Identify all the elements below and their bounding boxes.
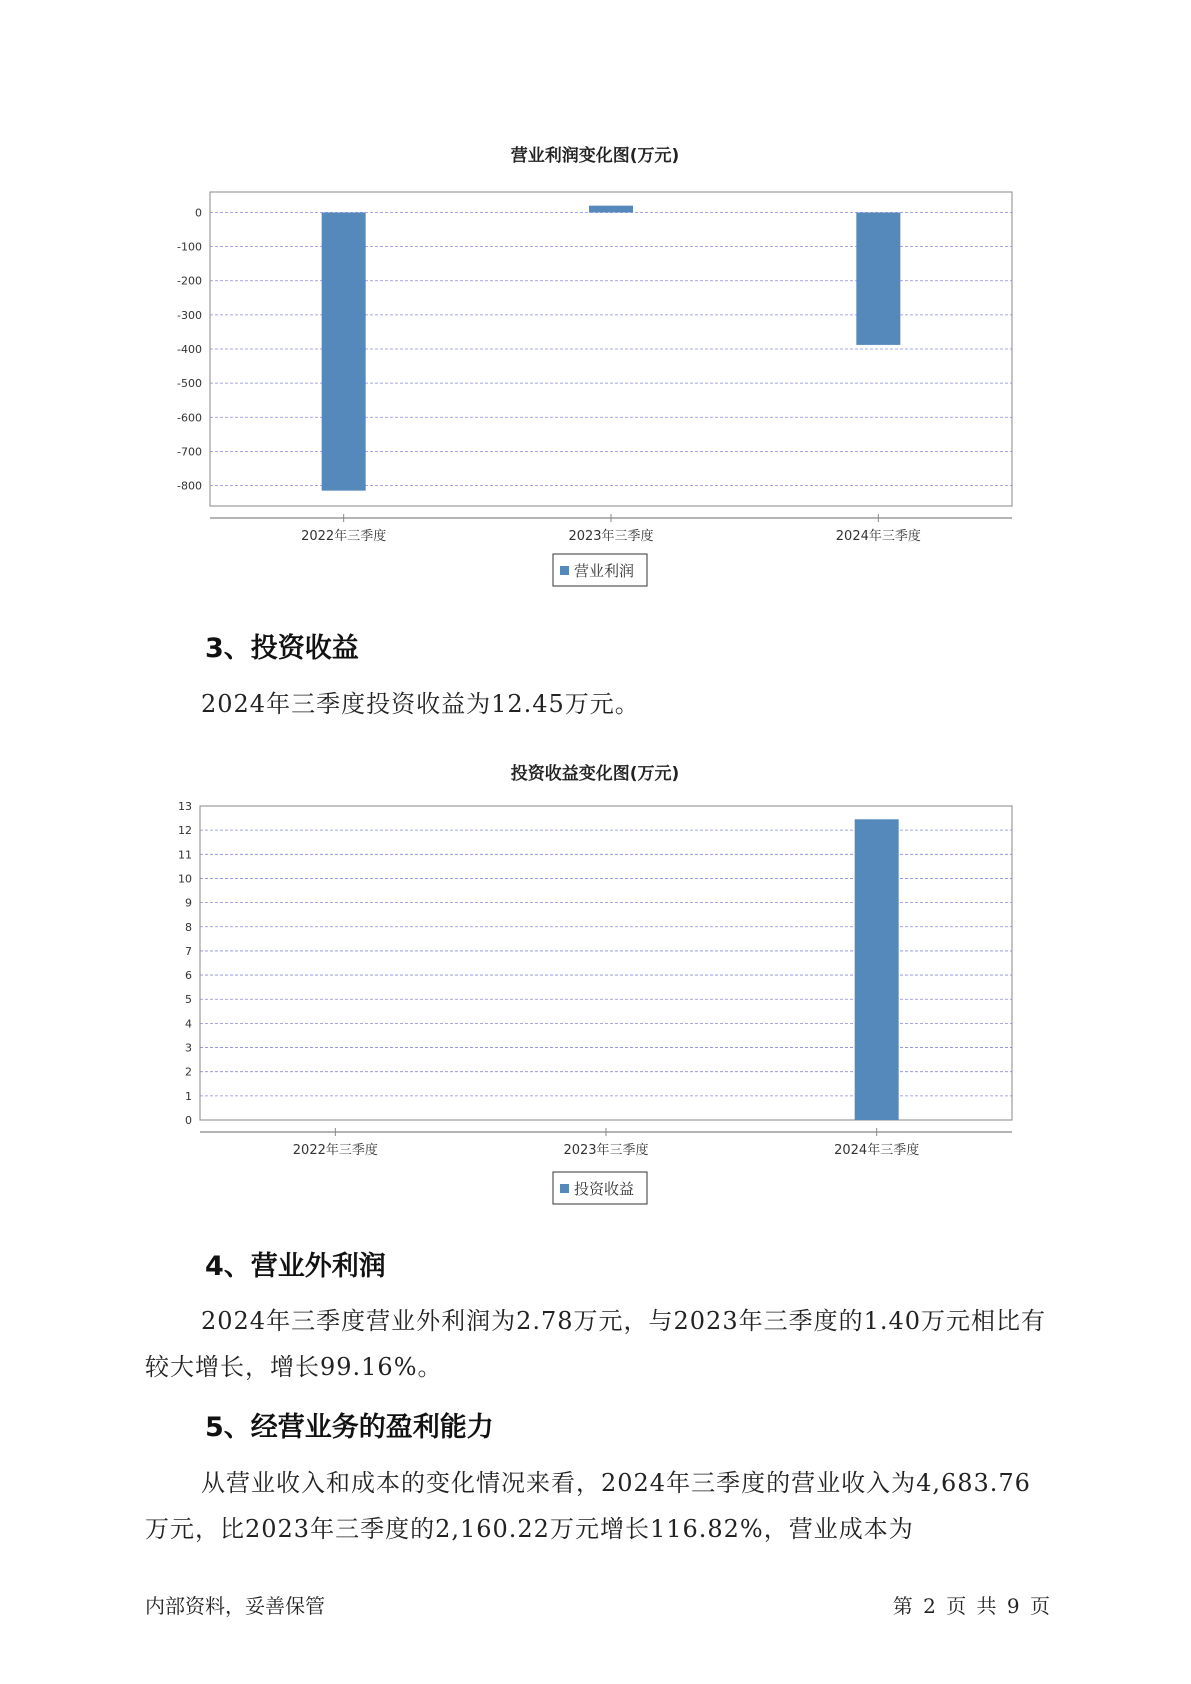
y-tick-label: 10: [178, 872, 192, 886]
bar: [856, 212, 900, 344]
y-tick-label: 11: [178, 848, 192, 862]
legend-swatch: [560, 566, 569, 575]
x-category-label: 2023年三季度: [563, 1143, 649, 1158]
footer-confidential: 内部资料，妥善保管: [145, 1594, 325, 1618]
operating-profit-chart-svg: [0, 130, 1191, 600]
chart-title: 投资收益变化图(万元): [510, 764, 680, 784]
y-tick-label: -600: [177, 411, 202, 425]
y-tick-label: 5: [185, 993, 192, 1007]
footer-page-number: 第 2 页 共 9 页: [892, 1594, 1050, 1618]
bar: [322, 212, 366, 490]
y-tick-label: -700: [177, 445, 202, 459]
y-tick-label: 6: [185, 969, 192, 983]
legend: [553, 554, 647, 586]
y-tick-label: 0: [185, 1114, 192, 1127]
legend-swatch: [560, 1184, 569, 1193]
y-tick-label: -100: [177, 240, 202, 254]
y-tick-label: -300: [177, 308, 202, 322]
bar: [855, 819, 899, 1120]
section-4-text: 2024年三季度营业外利润为2.78万元，与2023年三季度的1.40万元相比有较大增长，增长99.16%。: [145, 1307, 1047, 1381]
y-tick-label: -500: [177, 377, 202, 391]
section-4-heading: 4、营业外利润: [205, 1251, 386, 1282]
chart-title: 营业利润变化图(万元): [510, 146, 680, 166]
bar: [589, 206, 633, 213]
x-category-label: 2022年三季度: [301, 529, 387, 544]
legend-label: 投资收益: [574, 1180, 635, 1198]
legend-label: 营业利润: [574, 562, 635, 580]
y-tick-label: 13: [178, 800, 192, 813]
section-3-heading: 3、投资收益: [205, 633, 359, 664]
y-tick-label: -400: [177, 343, 202, 356]
y-tick-label: 4: [185, 1017, 192, 1031]
y-tick-label: 2: [185, 1065, 192, 1079]
x-category-label: 2022年三季度: [292, 1143, 378, 1158]
legend: [553, 1172, 647, 1204]
section-5-heading: 5、经营业务的盈利能力: [205, 1412, 494, 1443]
section-3-text: 2024年三季度投资收益为12.45万元。: [201, 690, 640, 718]
operating-profit-chart: [0, 130, 1191, 600]
y-tick-label: 7: [185, 944, 192, 958]
y-tick-label: -800: [177, 479, 202, 493]
y-tick-label: -200: [177, 274, 202, 288]
y-tick-label: 1: [185, 1089, 192, 1103]
y-tick-label: 3: [185, 1041, 192, 1055]
x-category-label: 2024年三季度: [834, 1143, 920, 1158]
y-tick-label: 8: [185, 920, 192, 934]
y-tick-label: 9: [185, 896, 192, 910]
y-tick-label: 0: [195, 206, 202, 220]
section-5-text: 从营业收入和成本的变化情况来看，2024年三季度的营业收入为4,683.76万元，比2023年三季度的2,160.22万元增长116.82%，营业成本为: [145, 1469, 1031, 1543]
investment-income-chart: [0, 748, 1191, 1218]
investment-income-chart-svg: [0, 748, 1191, 1218]
y-tick-label: 12: [178, 824, 192, 838]
x-category-label: 2024年三季度: [835, 529, 921, 544]
x-category-label: 2023年三季度: [568, 529, 654, 544]
